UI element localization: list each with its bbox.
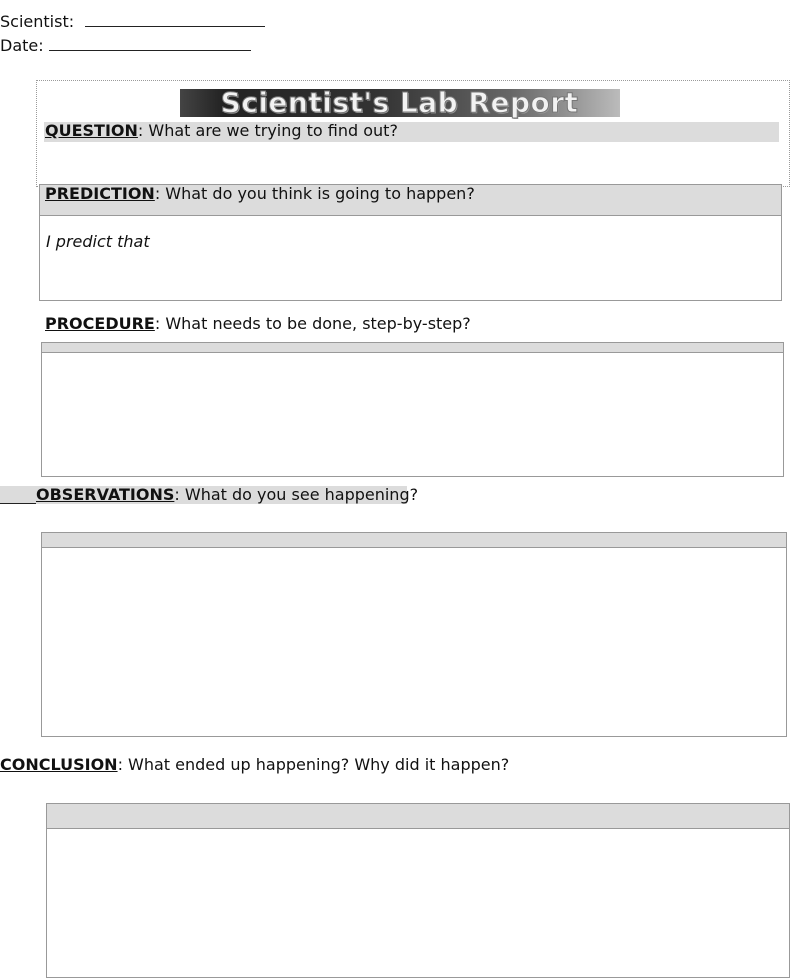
observations-header: [42, 533, 786, 548]
prediction-keyword: PREDICTION: [45, 184, 155, 203]
prediction-label: [45, 184, 475, 203]
conclusion-header: [47, 804, 789, 829]
procedure-label: [45, 314, 471, 333]
observations-keyword: OBSERVATIONS: [36, 485, 175, 504]
procedure-keyword: PROCEDURE: [45, 314, 155, 333]
report-title: Scientist's Lab Report: [220, 86, 579, 119]
scientist-field: [0, 12, 265, 31]
prediction-text: : What do you think is going to happen?: [154, 184, 475, 203]
conclusion-label: [0, 755, 509, 774]
observations-rule: [0, 503, 36, 504]
scientist-label: Scientist:: [0, 12, 75, 31]
procedure-header: [42, 343, 783, 353]
date-field: [0, 36, 251, 55]
question-label: [45, 121, 398, 140]
observations-box[interactable]: [41, 532, 787, 737]
procedure-box[interactable]: [41, 342, 784, 477]
question-keyword: QUESTION: [45, 121, 138, 140]
prediction-prompt[interactable]: I predict that: [46, 232, 150, 251]
conclusion-box[interactable]: [46, 803, 790, 978]
date-blank[interactable]: [49, 49, 251, 51]
scientist-blank[interactable]: [85, 25, 265, 27]
procedure-text: : What needs to be done, step-by-step?: [154, 314, 471, 333]
observations-label: [36, 485, 418, 504]
question-text: : What are we trying to find out?: [137, 121, 398, 140]
date-label: Date:: [0, 36, 44, 55]
observations-text: : What do you see happening?: [174, 485, 419, 504]
conclusion-text: : What ended up happening? Why did it happen?: [117, 755, 510, 774]
conclusion-keyword: CONCLUSION: [0, 755, 118, 774]
